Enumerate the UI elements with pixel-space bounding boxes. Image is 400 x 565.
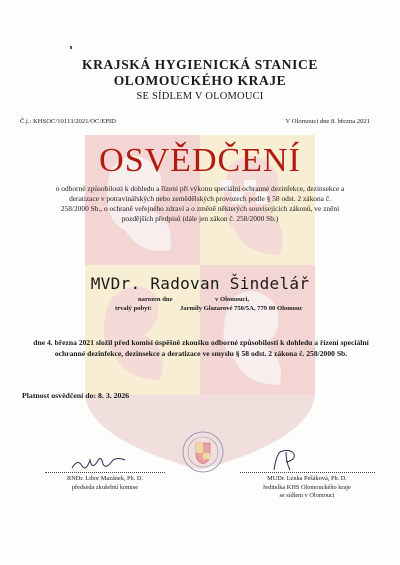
address-label: trvalý pobyt: [115,305,152,312]
signatory-right-name: MUDr. Lenka Pešáková, Ph. D. [267,475,347,482]
signature-line-left [45,472,165,473]
signature-left [70,452,130,474]
signatory-right-seat: se sídlem v Olomouci [279,492,335,499]
org-seat: SE SÍDLEM V OLOMOUCI [136,91,264,102]
signatory-left [40,475,170,492]
address-value: Jarmily Glazarové 750/5A, 779 00 Olomouc [180,305,303,312]
official-stamp [181,430,225,474]
signatory-left-role: předseda zkušební komise [71,483,139,491]
org-name-line2: OLOMOUCKÉHO KRAJE [113,73,287,88]
signature-line-right [240,472,375,473]
reference-number: Č.j.: KHSOC/10113/2021/OC/EPID [20,118,116,125]
certificate-title: OSVĚDČENÍ [99,142,301,179]
birth-place: v Olomouci, [215,296,250,303]
birth-label: narozen dne [138,296,173,303]
signatory-right-role: ředitelka KHS Olomouckého kraje [263,483,351,491]
top-mark [70,46,72,49]
validity-date: Platnost osvědčení do: 8. 3. 2026 [22,391,130,400]
signatory-left-name: RNDr. Libor Mazánek, Ph. D. [67,475,143,482]
signature-right [268,448,308,474]
org-name-line1: KRAJSKÁ HYGIENICKÁ STANICE [82,57,318,72]
certificate-intro: o odborné způsobilosti k dohledu a řízení při výkonu speciální ochranné dezinfekce, dezinsekce a deratizace v potravinářských nebo zemědělských provozech podle § 58 odst. 2 zákona č. 258/2000 Sb., o ochraně veřejného zdraví a o změně některých souvisejících zákonů, ve znění pozdějších předpisů (dále jen zákon č. 258/2000 Sb.) [55,184,345,223]
signatory-right [232,475,382,501]
holder-name: MVDr. Radovan Šindelář [90,274,310,293]
issue-date: V Olomouci dne 8. března 2021 [285,118,370,125]
exam-statement: dne 4. března 2021 složil před komisí úspěšně zkoušku odborné způsobilosti k dohledu a řízení speciální ochranné dezinfekce, dezinsekce a deratizace ve smyslu § 58 odst. 2 zákona č. 258/2000 Sb. [33,338,369,358]
